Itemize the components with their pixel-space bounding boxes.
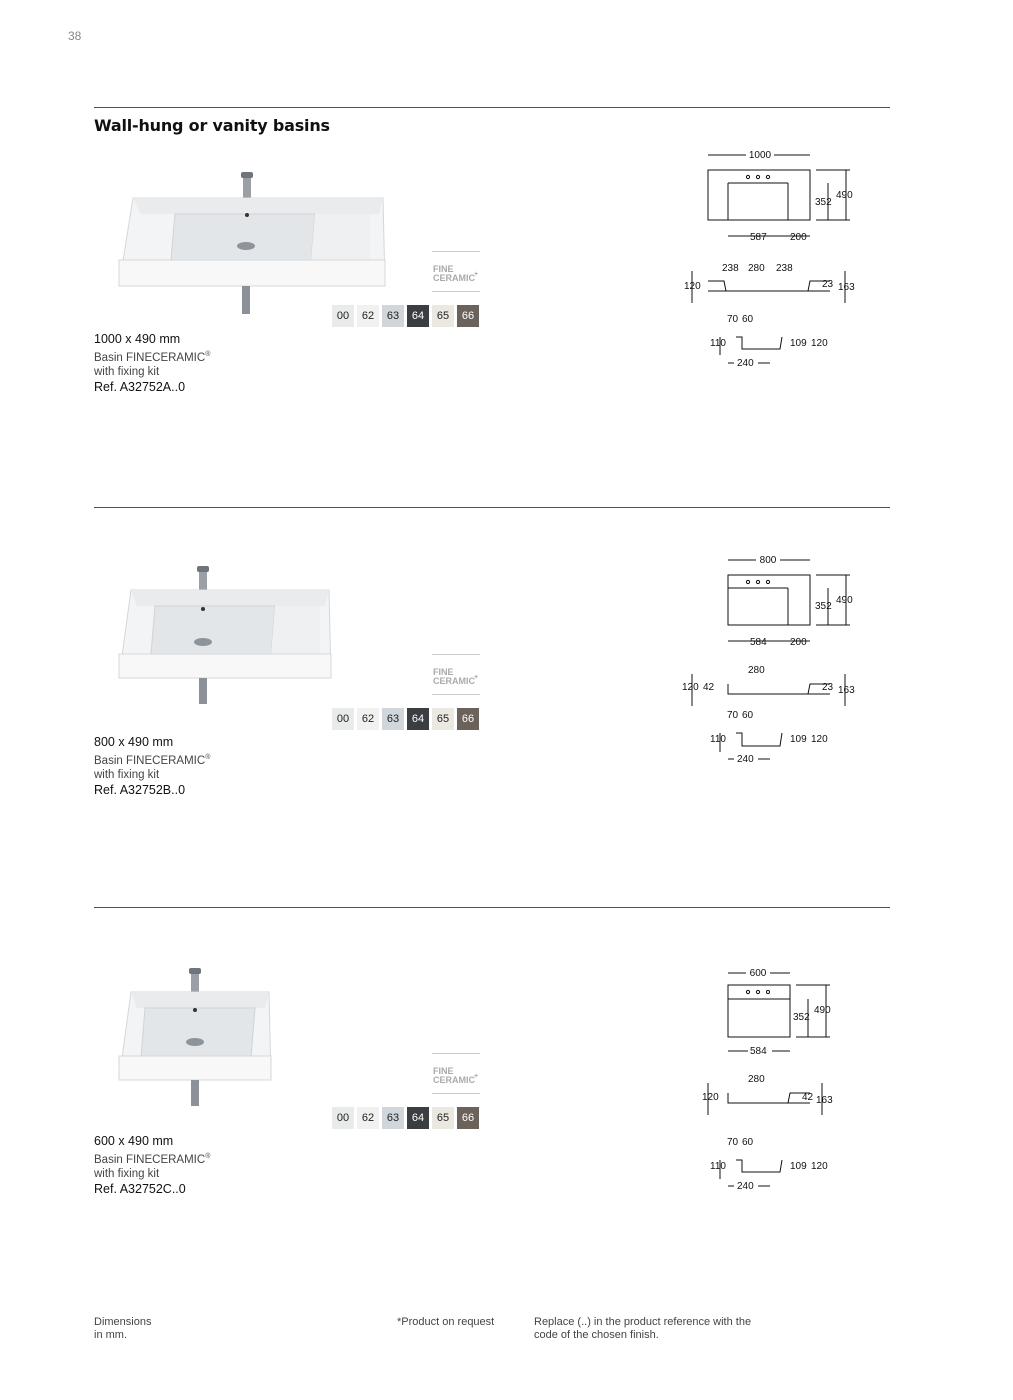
svg-text:163: 163: [816, 1095, 833, 1106]
svg-text:110: 110: [710, 338, 726, 349]
product-description: Basin FINECERAMIC®: [94, 351, 211, 364]
technical-drawing: [680, 963, 880, 1198]
section-divider: [94, 507, 890, 508]
footer-dimensions-note: Dimensions in mm.: [94, 1316, 152, 1341]
svg-text:109: 109: [790, 734, 807, 745]
svg-text:240: 240: [737, 1181, 754, 1192]
dim-width: 1000: [748, 150, 772, 161]
finish-swatch: 64: [407, 305, 429, 327]
svg-text:352: 352: [815, 197, 832, 208]
svg-text:240: 240: [737, 358, 754, 369]
page-title: Wall-hung or vanity basins: [94, 116, 330, 135]
svg-text:120: 120: [811, 1161, 828, 1172]
svg-text:163: 163: [838, 685, 855, 696]
svg-text:110: 110: [710, 1161, 726, 1172]
svg-text:280: 280: [748, 1074, 765, 1085]
finish-swatch: 65: [432, 305, 454, 327]
svg-text:238: 238: [776, 263, 793, 274]
finish-swatch: 62: [357, 708, 379, 730]
svg-text:490: 490: [814, 1005, 831, 1016]
svg-text:110: 110: [710, 734, 726, 745]
finish-swatch: 65: [432, 1107, 454, 1129]
page-number: 38: [68, 29, 82, 43]
finish-swatch: 66: [457, 305, 479, 327]
svg-text:238: 238: [722, 263, 739, 274]
product-reference: Ref. A32752C..0: [94, 1181, 186, 1196]
svg-text:120: 120: [702, 1092, 719, 1103]
finish-swatch: 62: [357, 1107, 379, 1129]
svg-text:60: 60: [742, 1137, 754, 1148]
product-reference: Ref. A32752A..0: [94, 379, 186, 394]
svg-text:120: 120: [682, 682, 699, 693]
svg-text:200: 200: [790, 637, 807, 648]
svg-text:490: 490: [836, 190, 853, 201]
svg-text:584: 584: [750, 1046, 767, 1057]
svg-text:60: 60: [742, 314, 754, 325]
product-size: 1000 x 490 mm: [94, 332, 181, 346]
fineceramic-logo: FINE CERAMIC +: [432, 1053, 480, 1097]
svg-text:240: 240: [737, 754, 754, 765]
product-info: [94, 734, 314, 798]
finish-swatch: 63: [382, 708, 404, 730]
basin-photo-600: [115, 962, 395, 1112]
svg-text:584: 584: [750, 637, 767, 648]
svg-text:109: 109: [790, 338, 807, 349]
finish-swatches: [332, 305, 479, 327]
technical-drawing: [680, 550, 880, 785]
footer-replace-note: Replace (..) in the product reference with the code of the chosen finish.: [534, 1316, 752, 1341]
svg-text:200: 200: [790, 232, 807, 243]
product-description: Basin FINECERAMIC®: [94, 1153, 211, 1166]
basin-photo-1000: [115, 168, 395, 318]
finish-swatch: 65: [432, 708, 454, 730]
svg-text:800: 800: [759, 555, 777, 566]
svg-text:280: 280: [748, 263, 765, 274]
svg-text:120: 120: [811, 338, 828, 349]
finish-swatch: 66: [457, 708, 479, 730]
svg-text:23: 23: [822, 279, 834, 290]
fineceramic-logo: FINE CERAMIC +: [432, 251, 480, 295]
technical-drawing: [680, 145, 880, 380]
section-divider: [94, 107, 890, 108]
footer-on-request-note: *Product on request: [397, 1316, 495, 1328]
product-description-kit: with fixing kit: [94, 1167, 160, 1180]
svg-text:42: 42: [802, 1092, 814, 1103]
finish-swatch: 00: [332, 305, 354, 327]
section-divider: [94, 907, 890, 908]
finish-swatches: [332, 708, 479, 730]
svg-text:600: 600: [749, 968, 767, 979]
fineceramic-logo: FINE CERAMIC +: [432, 654, 480, 698]
svg-text:120: 120: [811, 734, 828, 745]
svg-text:70: 70: [727, 1137, 739, 1148]
finish-swatches: [332, 1107, 479, 1129]
finish-swatch: 63: [382, 305, 404, 327]
product-size: 600 x 490 mm: [94, 1134, 174, 1148]
svg-text:352: 352: [815, 601, 832, 612]
product-info: [94, 1133, 314, 1197]
svg-text:60: 60: [742, 710, 754, 721]
product-description-kit: with fixing kit: [94, 768, 160, 781]
svg-text:587: 587: [750, 232, 767, 243]
finish-swatch: 00: [332, 708, 354, 730]
basin-photo-800: [115, 560, 395, 710]
svg-text:352: 352: [793, 1012, 810, 1023]
svg-text:163: 163: [838, 282, 855, 293]
finish-swatch: 62: [357, 305, 379, 327]
product-description-kit: with fixing kit: [94, 365, 160, 378]
svg-text:70: 70: [727, 710, 739, 721]
product-size: 800 x 490 mm: [94, 735, 174, 749]
product-description: Basin FINECERAMIC®: [94, 754, 211, 767]
svg-text:42: 42: [703, 682, 715, 693]
svg-text:70: 70: [727, 314, 739, 325]
svg-text:109: 109: [790, 1161, 807, 1172]
finish-swatch: 64: [407, 1107, 429, 1129]
product-reference: Ref. A32752B..0: [94, 782, 186, 797]
finish-swatch: 63: [382, 1107, 404, 1129]
finish-swatch: 66: [457, 1107, 479, 1129]
product-info: [94, 331, 314, 395]
svg-text:120: 120: [684, 281, 701, 292]
finish-swatch: 64: [407, 708, 429, 730]
svg-text:280: 280: [748, 665, 765, 676]
finish-swatch: 00: [332, 1107, 354, 1129]
svg-text:23: 23: [822, 682, 834, 693]
svg-text:490: 490: [836, 595, 853, 606]
